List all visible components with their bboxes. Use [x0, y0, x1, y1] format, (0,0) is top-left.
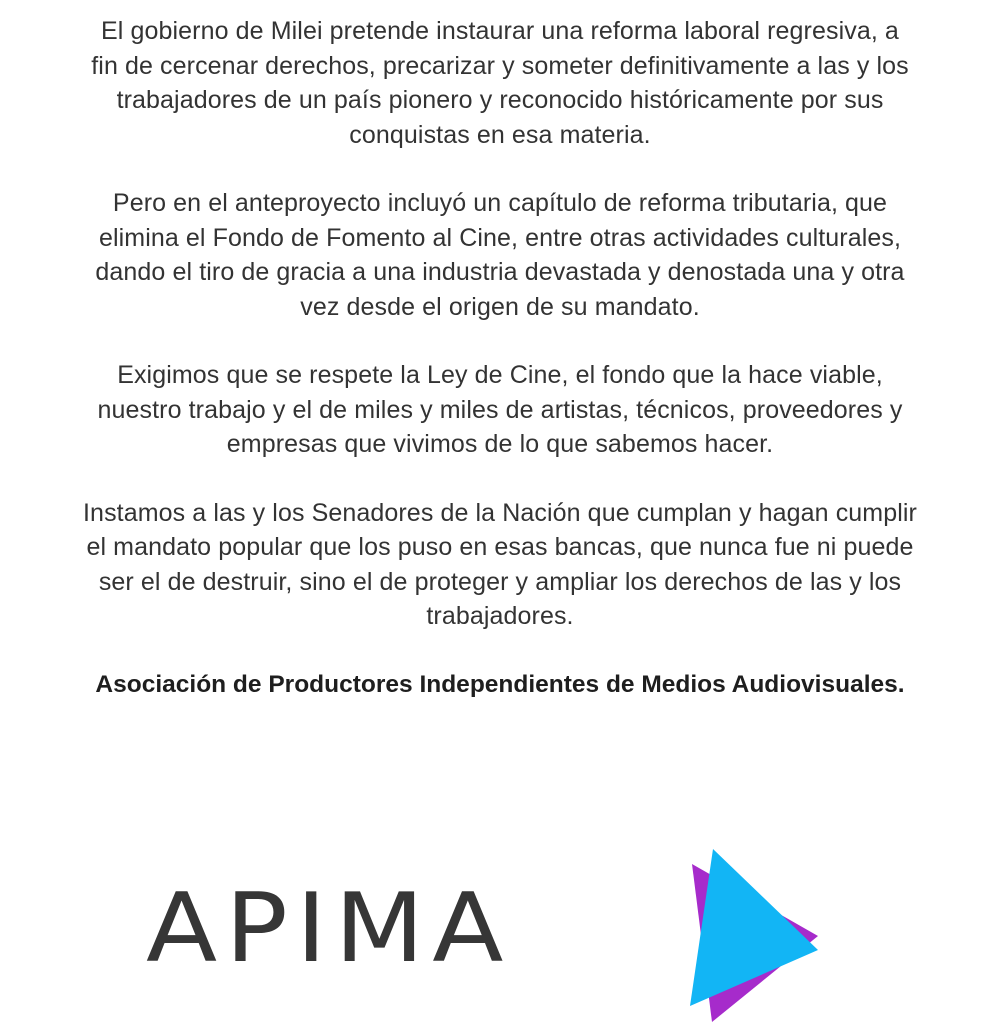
paragraph-line: empresas que vivimos de lo que sabemos hacer.: [226, 430, 774, 458]
paragraph-line: vez desde el origen de su mandato.: [300, 292, 700, 321]
paragraph-line: elimina el Fondo de Fomento al Cine, entre otras actividades culturales,: [98, 223, 902, 252]
apima-logo: [140, 840, 840, 1030]
paragraph-line: trabajadores de un país pionero y reconocido históricamente por sus: [116, 86, 884, 114]
paragraph-4: [40, 496, 960, 634]
paragraph-line: Exigimos que se respete la Ley de Cine, el fondo que la hace viable,: [117, 361, 883, 389]
play-triangles-icon: [670, 840, 840, 1030]
paragraph-line: ser el de destruir, sino el de proteger y ampliar los derechos de las y los: [98, 567, 902, 596]
statement-document: [0, 14, 1000, 702]
paragraph-line: el mandato popular que los puso en esas bancas, que nunca fue ni puede: [86, 533, 914, 561]
signature: Asociación de Productores Independientes de Medios Audiovisuales.: [95, 670, 905, 698]
paragraph-line: nuestro trabajo y el de miles y miles de artistas, técnicos, proveedores y: [97, 395, 903, 424]
paragraph-3: [40, 358, 960, 462]
logo-wordmark: APIMA: [146, 871, 512, 984]
paragraph-line: El gobierno de Milei pretende instaurar una reforma laboral regresiva, a: [101, 17, 899, 45]
paragraph-line: fin de cercenar derechos, precarizar y someter definitivamente a las y los: [91, 51, 909, 80]
paragraph-2: [40, 186, 960, 324]
paragraph-line: conquistas en esa materia.: [349, 120, 651, 149]
paragraph-1: [40, 14, 960, 152]
paragraph-line: Instamos a las y los Senadores de la Nación que cumplan y hagan cumplir: [83, 498, 917, 527]
paragraph-line: dando el tiro de gracia a una industria devastada y denostada una y otra: [95, 258, 905, 286]
paragraph-line: trabajadores.: [426, 602, 574, 630]
paragraph-line: Pero en el anteproyecto incluyó un capítulo de reforma tributaria, que: [112, 189, 888, 217]
